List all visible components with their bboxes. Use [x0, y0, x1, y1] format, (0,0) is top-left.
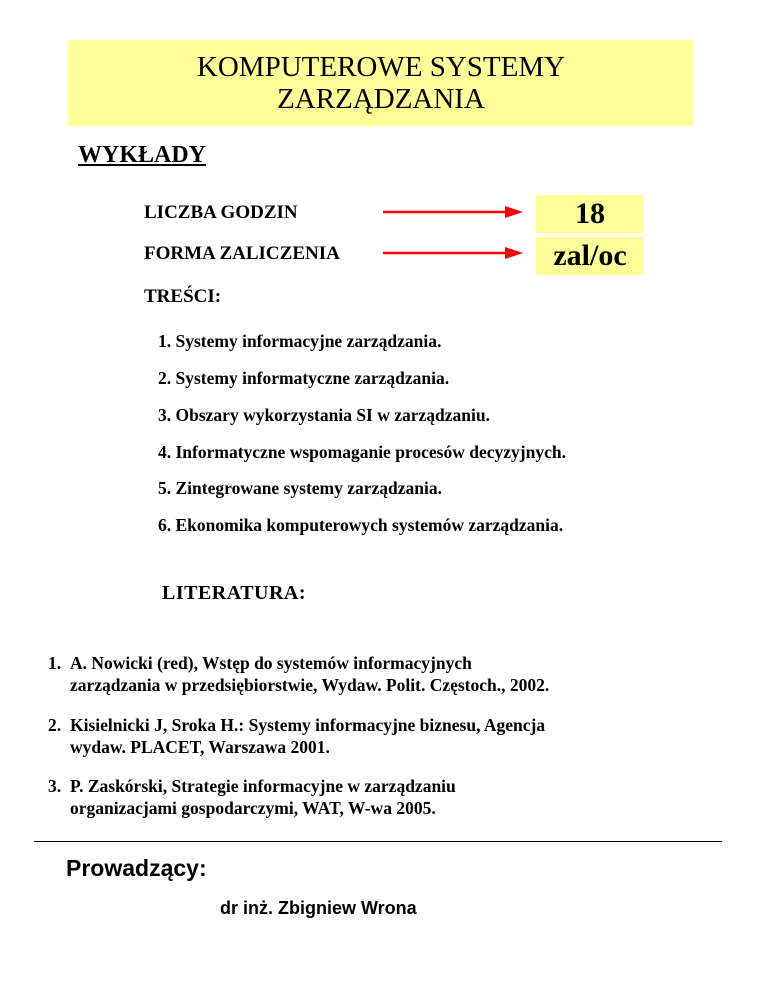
literature-item-number: 3.	[48, 776, 62, 796]
hours-value: 18	[536, 195, 644, 233]
literature-item-line: Kisielnicki J, Sroka H.: Systemy informacyjne biznesu, Agencja	[70, 715, 546, 735]
content-item: 5. Zintegrowane systemy zarządzania.	[158, 478, 443, 498]
content-item: 6. Ekonomika komputerowych systemów zarządzania.	[158, 515, 564, 535]
literature-item	[48, 714, 728, 758]
form-arrow-icon	[383, 245, 523, 261]
literature-item-line: organizacjami gospodarczymi, WAT, W-wa 2005.	[70, 798, 436, 818]
form-label: FORMA ZALICZENIA	[144, 243, 340, 264]
form-value: zal/oc	[536, 237, 644, 275]
content-item: 2. Systemy informatyczne zarządzania.	[158, 368, 450, 388]
literature-item-line: wydaw. PLACET, Warszawa 2001.	[70, 737, 330, 757]
content-item: 3. Obszary wykorzystania SI w zarządzaniu.	[158, 405, 491, 425]
contents-label: TREŚCI:	[144, 286, 222, 307]
literature-item	[48, 775, 728, 819]
literature-heading: LITERATURA:	[162, 582, 307, 604]
literature-item-number: 2.	[48, 715, 62, 735]
literature-item	[48, 652, 728, 696]
title-box	[68, 40, 694, 126]
literature-item-number: 1.	[48, 653, 62, 673]
literature-item-line: zarządzania w przedsiębiorstwie, Wydaw. Polit. Częstoch., 2002.	[70, 675, 550, 695]
literature-item-line: A. Nowicki (red), Wstęp do systemów informacyjnych	[70, 653, 472, 673]
divider	[34, 841, 722, 842]
instructor-label: Prowadzący:	[66, 855, 207, 881]
hours-arrow-icon	[383, 204, 523, 220]
title-line-1: KOMPUTEROWE SYSTEMY	[196, 51, 566, 83]
content-item: 1. Systemy informacyjne zarządzania.	[158, 331, 442, 351]
content-item: 4. Informatyczne wspomaganie procesów decyzyjnych.	[158, 442, 566, 462]
hours-label: LICZBA GODZIN	[144, 202, 298, 223]
title-line-2: ZARZĄDZANIA	[277, 83, 485, 115]
instructor-name: dr inż. Zbigniew Wrona	[220, 898, 417, 918]
literature-item-line: P. Zaskórski, Strategie informacyjne w zarządzaniu	[70, 776, 456, 796]
section-heading: WYKŁADY	[78, 142, 207, 168]
